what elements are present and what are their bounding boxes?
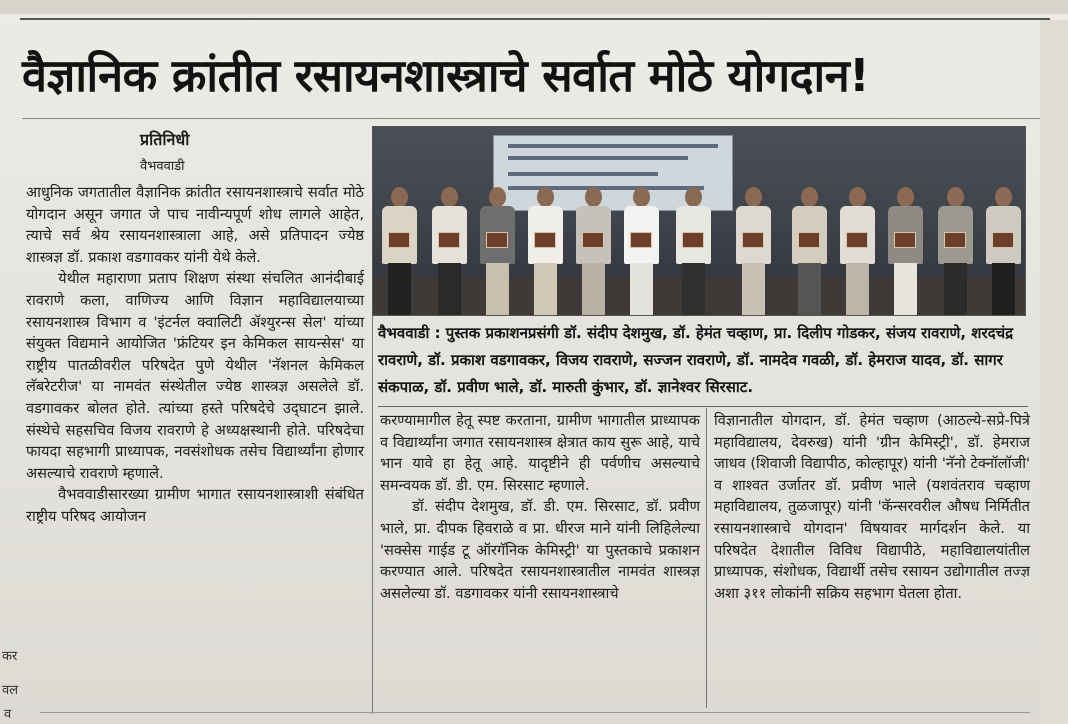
margin-fragment: कर xyxy=(2,649,18,664)
photo-person xyxy=(477,187,517,316)
photo-person xyxy=(379,187,419,316)
photo-person xyxy=(733,187,773,316)
column1-paragraph-2: येथील महाराणा प्रताप शिक्षण संस्था संचलित आनंदीबाई रावराणे कला, वाणिज्य आणि विज्ञान महाविद्यालयाच्या रसायनशास्त्र विभाग व 'इंटर्नल क्वालिटी ॲश्युरन्स सेल' यांच्या संयुक्त विद्यमाने आयोजित 'फ्रंटियर इन केमिकल सायन्सेस' या राष्ट्रीय पातळीवरील परिषदेत पुणे येथील 'नॅशनल केमिकल लॅबरेटरीज' या नामवंत संस्थेतील ज्येष्ठ शास्त्रज्ञ असलेले डॉ. वडगावकर बोलत होते. त्यांच्या हस्ते परिषदेचे उद्‌घाटन झाले. संस्थेचे सहसचिव विजय रावराणे हे अध्यक्षस्थानी होते. परिषदेचा फायदा सहभागी प्राध्यापक, नवसंशोधक तसेच विद्यार्थ्यांना होणार असल्याचे रावराणे म्हणाले. xyxy=(26,270,364,482)
photo-person xyxy=(673,187,713,316)
article-column-3 xyxy=(714,410,1030,710)
headline-rule xyxy=(22,118,1048,119)
bottom-rule xyxy=(40,712,1030,713)
photo-person xyxy=(429,187,469,316)
dateline: वैभववाडी xyxy=(140,159,185,174)
column3-paragraph-1: विज्ञानातील योगदान, डॉ. हेमंत चव्हाण (आठल्ये-सप्रे-पित्रे महाविद्यालय, देवरुख) यांनी 'ग्रीन केमिस्ट्री', डॉ. हेमराज जाधव (शिवाजी विद्यापीठ, कोल्हापूर) यांनी 'नॅनो टेक्नॉलॉजी' व शाश्वत उर्जातर डॉ. प्रवीण भाले (यशवंतराव चव्हाण महाविद्यालय, तुळजापूर) यांनी 'कॅन्सरवरील औषध निर्मितीत रसायनशास्त्राचे योगदान' विषयावर मार्गदर्शन केले. या परिषदेत देशातील विविध विद्यापीठे, महाविद्यालयांतील प्राध्यापक, संशोधक, विद्यार्थी तसेच रसायन उद्योगातील तज्ज्ञ अशा ३११ लोकांनी सक्रिय सहभाग घेतला होता. xyxy=(714,412,1030,602)
column-divider xyxy=(706,408,707,708)
column1-paragraph-3: वैभववाडीसारख्या ग्रामीण भागात रसायनशास्त्राशी संबंधित राष्ट्रीय परिषद आयोजन xyxy=(26,486,364,525)
photo-person xyxy=(573,187,613,316)
article-column-1 xyxy=(26,182,364,710)
photo-person xyxy=(621,187,661,316)
margin-fragment: व xyxy=(4,707,12,722)
photo-person xyxy=(525,187,565,316)
photo-person xyxy=(837,187,877,316)
photo-person xyxy=(983,187,1023,316)
page-right-edge xyxy=(1040,20,1068,724)
photo-person xyxy=(789,187,829,316)
photo-person xyxy=(935,187,975,316)
caption-rule xyxy=(378,406,1028,407)
column2-paragraph-2: डॉ. संदीप देशमुख, डॉ. डी. एम. सिरसाट, डॉ. प्रवीण भाले, प्रा. दीपक हिवराळे व प्रा. धीरज माने यांनी लिहिलेल्या 'सक्सेस गाईड टू ऑरगॅनिक केमिस्ट्री' या पुस्तकाचे प्रकाशन करण्यात आले. परिषदेत रसायनशास्त्रातील नामवंत शास्त्रज्ञ असलेल्या डॉ. वडगावकर यांनी रसायनशास्त्राचे xyxy=(380,498,700,602)
article-column-2 xyxy=(380,410,700,710)
photo-caption: वैभववाडी : पुस्तक प्रकाशनप्रसंगी डॉ. संदीप देशमुख, डॉ. हेमंत चव्हाण, प्रा. दिलीप गोडकर, संजय रावराणे, शरदचंद्र रावराणे, डॉ. प्रकाश वडगावकर, विजय रावराणे, सज्जन रावराणे, डॉ. नामदेव गवळी, डॉ. हेमराज यादव, डॉ. सागर संकपाळ, डॉ. प्रवीण भाले, डॉ. मारुती कुंभार, डॉ. ज्ञानेश्वर सिरसाट. xyxy=(378,324,1014,396)
photo-person xyxy=(885,187,925,316)
page-top-edge xyxy=(0,0,1068,14)
event-photo xyxy=(372,126,1026,316)
byline: प्रतिनिधी xyxy=(140,130,190,149)
column2-paragraph-1: करण्यामागील हेतू स्पष्ट करताना, ग्रामीण भागातील प्राध्यापक व विद्यार्थ्यांना जगात रसायनशास्त्र क्षेत्रात काय सुरू आहे, याचे भान यावे हा हेतू आहे. यादृष्टीने ही पर्वणीच असल्याचे समन्वयक डॉ. डी. एम. सिरसाट म्हणाले. xyxy=(380,412,700,494)
column1-paragraph-1: आधुनिक जगतातील वैज्ञानिक क्रांतीत रसायनशास्त्राचे सर्वात मोठे योगदान असून जगात जे पाच नावीन्यपूर्ण शोध लागले आहेत, त्याचे सर्व श्रेय रसायनशास्त्राला आहे, असे प्रतिपादन ज्येष्ठ शास्त्रज्ञ डॉ. प्रकाश वडगावकर यांनी येथे केले. xyxy=(26,184,364,266)
headline: वैज्ञानिक क्रांतीत रसायनशास्त्राचे सर्वात मोठे योगदान! xyxy=(22,49,870,102)
margin-fragment: वल xyxy=(2,683,19,698)
top-rule xyxy=(20,18,1050,20)
